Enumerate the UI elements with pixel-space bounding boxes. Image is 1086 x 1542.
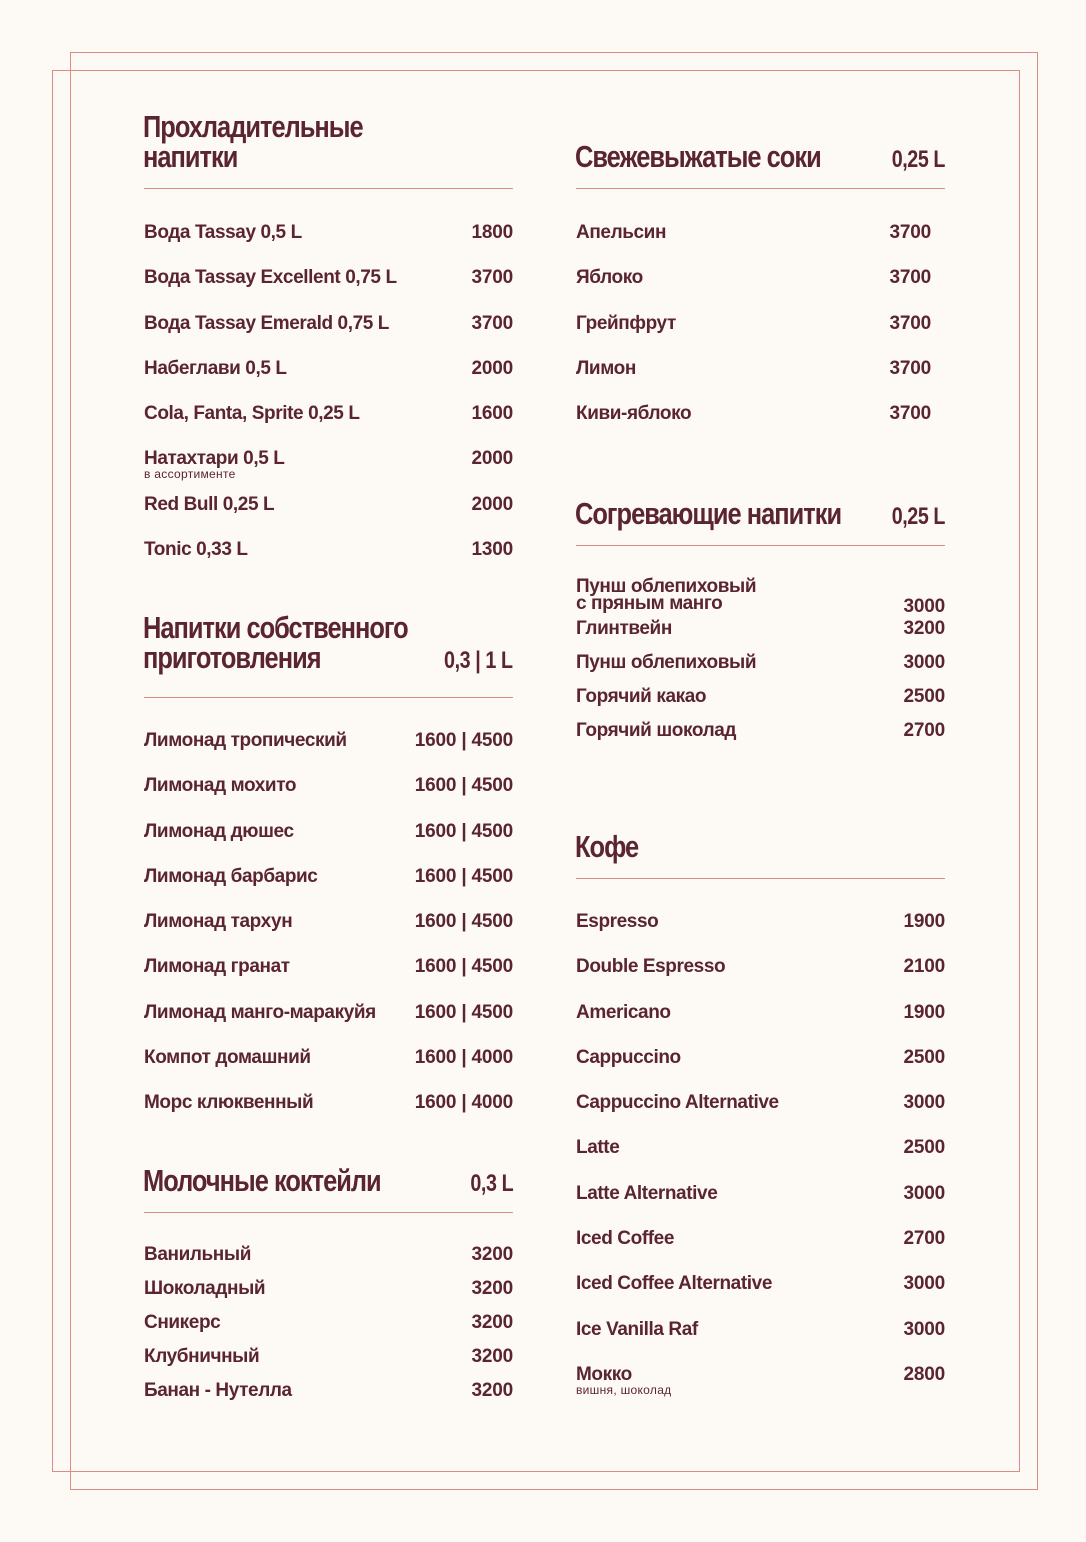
- section-size: 0,25 L: [891, 503, 945, 530]
- item-price: 3700: [889, 312, 931, 334]
- menu-item: [576, 313, 931, 358]
- item-price: 3700: [471, 312, 513, 334]
- section-milkshakes: [144, 1152, 513, 1414]
- menu-item: [144, 1278, 513, 1312]
- item-name: Red Bull 0,25 L: [144, 493, 275, 515]
- item-price: 1600 | 4000: [414, 1047, 513, 1069]
- item-name: Морс клюквенный: [144, 1092, 314, 1114]
- menu-item: [144, 1244, 513, 1278]
- menu-item: [576, 652, 945, 686]
- section-size: 0,3 | 1 L: [444, 647, 513, 674]
- item-name: Киви-яблоко: [576, 403, 692, 425]
- item-price: 3000: [903, 1092, 945, 1114]
- menu-item: [144, 1092, 513, 1137]
- menu-item: [144, 866, 513, 911]
- item-name: Лимонад дюшес: [144, 820, 294, 842]
- menu-item: [144, 539, 513, 584]
- menu-item: [576, 720, 945, 754]
- item-name: Лимонад тархун: [144, 911, 293, 933]
- item-price: 1600 | 4500: [414, 911, 513, 933]
- section-homemade-drinks: [144, 605, 513, 1138]
- item-price: 3200: [471, 1346, 513, 1367]
- item-price: 3000: [903, 1182, 945, 1204]
- item-name: Cola, Fanta, Sprite 0,25 L: [144, 403, 360, 425]
- menu-item: [576, 1364, 945, 1409]
- item-name: Double Espresso: [576, 956, 726, 978]
- item-name: Вода Tassay Excellent 0,75 L: [144, 267, 397, 289]
- item-price: 2500: [903, 1137, 945, 1159]
- menu-item: [144, 1047, 513, 1092]
- menu-item: [576, 267, 931, 312]
- item-price: 3200: [471, 1244, 513, 1265]
- menu-item: [144, 775, 513, 820]
- menu-item: [144, 222, 513, 267]
- menu-item: [576, 358, 931, 403]
- item-note: вишня, шоколад: [576, 1382, 672, 1397]
- item-name: Компот домашний: [144, 1047, 311, 1069]
- item-price: 1900: [903, 911, 945, 932]
- menu-item: [144, 1002, 513, 1047]
- item-name: Лимон: [576, 357, 636, 379]
- menu-item: [144, 267, 513, 312]
- item-name: Iced Coffee: [576, 1228, 675, 1250]
- item-price: 3200: [903, 618, 945, 639]
- item-name: Сникерс: [144, 1312, 221, 1333]
- section-title: Кофе: [575, 829, 639, 864]
- menu-item: [144, 358, 513, 403]
- item-name: Лимонад тропический: [144, 730, 347, 751]
- item-name: Latte: [576, 1137, 620, 1159]
- item-note: в ассортименте: [144, 467, 236, 482]
- section-divider: [144, 697, 513, 698]
- item-price: 1900: [903, 1001, 945, 1023]
- item-name: Горячий шоколад: [576, 720, 737, 741]
- section-fresh-juices: [576, 128, 945, 448]
- menu-item: [144, 1312, 513, 1346]
- menu-item: [144, 403, 513, 448]
- item-name: Ванильный: [144, 1244, 251, 1265]
- item-price: 3000: [903, 652, 945, 673]
- item-price: 1600 | 4500: [414, 730, 513, 751]
- menu-item: [144, 821, 513, 866]
- item-name: Горячий какао: [576, 686, 707, 707]
- item-price: 3700: [889, 357, 931, 379]
- menu-item: [144, 313, 513, 358]
- section-size: 0,3 L: [470, 1170, 513, 1197]
- item-price: 1600 | 4500: [414, 865, 513, 887]
- item-price: 1600 | 4500: [414, 956, 513, 978]
- item-name: Вода Tassay Emerald 0,75 L: [144, 312, 390, 334]
- item-name: Лимонад манго-маракуйя: [144, 1001, 376, 1023]
- item-price: 1600: [471, 403, 513, 425]
- item-name: Latte Alternative: [576, 1182, 718, 1204]
- section-title: Свежевыжатые соки: [575, 139, 821, 174]
- item-price: 2100: [903, 956, 945, 978]
- item-name: Пунш облепиховый с пряным манго: [576, 576, 757, 614]
- menu-item: [576, 1092, 945, 1137]
- item-price: 3200: [471, 1380, 513, 1401]
- item-price: 1300: [471, 539, 513, 561]
- section-title: Молочные коктейли: [143, 1163, 381, 1198]
- menu-item: [144, 1380, 513, 1414]
- item-price: 2500: [903, 686, 945, 707]
- item-name: Грейпфрут: [576, 312, 676, 334]
- section-warming-drinks: [576, 485, 945, 754]
- menu-item: [144, 494, 513, 539]
- menu-item: [576, 956, 945, 1001]
- item-price: 1600 | 4500: [414, 1001, 513, 1023]
- menu-item: [576, 618, 945, 652]
- item-name: Cappuccino: [576, 1046, 681, 1068]
- item-price: 1600 | 4500: [414, 820, 513, 842]
- item-price: 2700: [903, 1228, 945, 1250]
- menu-item: [576, 576, 945, 618]
- menu-item: [576, 403, 931, 448]
- item-price: 2700: [903, 720, 945, 741]
- item-name: Лимонад барбарис: [144, 865, 318, 887]
- item-price: 3200: [471, 1312, 513, 1333]
- section-cold-drinks: [143, 109, 513, 584]
- item-price: 2000: [471, 448, 513, 470]
- item-name: Cappuccino Alternative: [576, 1092, 779, 1114]
- item-name: Лимонад гранат: [144, 956, 290, 978]
- item-name: Натахтари 0,5 L: [144, 448, 285, 470]
- menu-item: [576, 222, 931, 267]
- menu-item: [576, 686, 945, 720]
- menu-item: [144, 956, 513, 1001]
- menu-item: [576, 911, 945, 956]
- section-divider: [144, 1212, 513, 1213]
- item-name: Мокко: [576, 1363, 632, 1385]
- item-name: Americano: [576, 1001, 671, 1023]
- item-name: Ice Vanilla Raf: [576, 1318, 698, 1340]
- section-divider: [576, 878, 945, 879]
- item-name: Шоколадный: [144, 1278, 266, 1299]
- menu-item: [576, 1137, 945, 1182]
- section-coffee: [576, 818, 945, 1409]
- item-name: Iced Coffee Alternative: [576, 1273, 772, 1295]
- menu-item: [576, 1273, 945, 1318]
- item-name: Лимонад мохито: [144, 775, 297, 797]
- item-price: 3700: [889, 222, 931, 243]
- item-price: 3700: [889, 403, 931, 425]
- item-name: Апельсин: [576, 222, 667, 243]
- item-name: Вода Tassay 0,5 L: [144, 222, 302, 243]
- menu-item: [144, 1346, 513, 1380]
- item-price: 3000: [903, 596, 945, 617]
- item-name: Пунш облепиховый: [576, 652, 757, 673]
- item-price: 2800: [903, 1363, 945, 1385]
- item-price: 3000: [903, 1273, 945, 1295]
- item-name: Tonic 0,33 L: [144, 539, 248, 561]
- menu-item: [576, 1183, 945, 1228]
- section-title: Согревающие напитки: [575, 496, 842, 531]
- menu-item: [576, 1047, 945, 1092]
- section-title: Прохладительные напитки: [143, 109, 363, 174]
- item-price: 3200: [471, 1278, 513, 1299]
- item-price: 2000: [471, 357, 513, 379]
- section-size: 0,25 L: [891, 146, 945, 173]
- item-price: 3700: [889, 267, 931, 289]
- menu-item: [144, 911, 513, 956]
- item-name: Банан - Нутелла: [144, 1380, 292, 1401]
- item-name: Набеглави 0,5 L: [144, 357, 287, 379]
- item-price: 2500: [903, 1046, 945, 1068]
- item-price: 2000: [471, 493, 513, 515]
- section-divider: [576, 545, 945, 546]
- item-price: 3700: [471, 267, 513, 289]
- item-name: Глинтвейн: [576, 618, 672, 639]
- item-price: 1600 | 4000: [414, 1092, 513, 1114]
- item-price: 1800: [471, 222, 513, 243]
- item-name: Espresso: [576, 911, 659, 932]
- section-divider: [144, 188, 513, 189]
- item-price: 3000: [903, 1318, 945, 1340]
- item-name: Яблоко: [576, 267, 643, 289]
- menu-item: [576, 1319, 945, 1364]
- menu-item: [576, 1228, 945, 1273]
- menu-item: [144, 730, 513, 775]
- item-price: 1600 | 4500: [414, 775, 513, 797]
- item-name: Клубничный: [144, 1346, 260, 1367]
- menu-item: [144, 448, 513, 493]
- section-divider: [576, 188, 945, 189]
- menu-item: [576, 1002, 945, 1047]
- section-title: Напитки собственного приготовления: [143, 610, 408, 675]
